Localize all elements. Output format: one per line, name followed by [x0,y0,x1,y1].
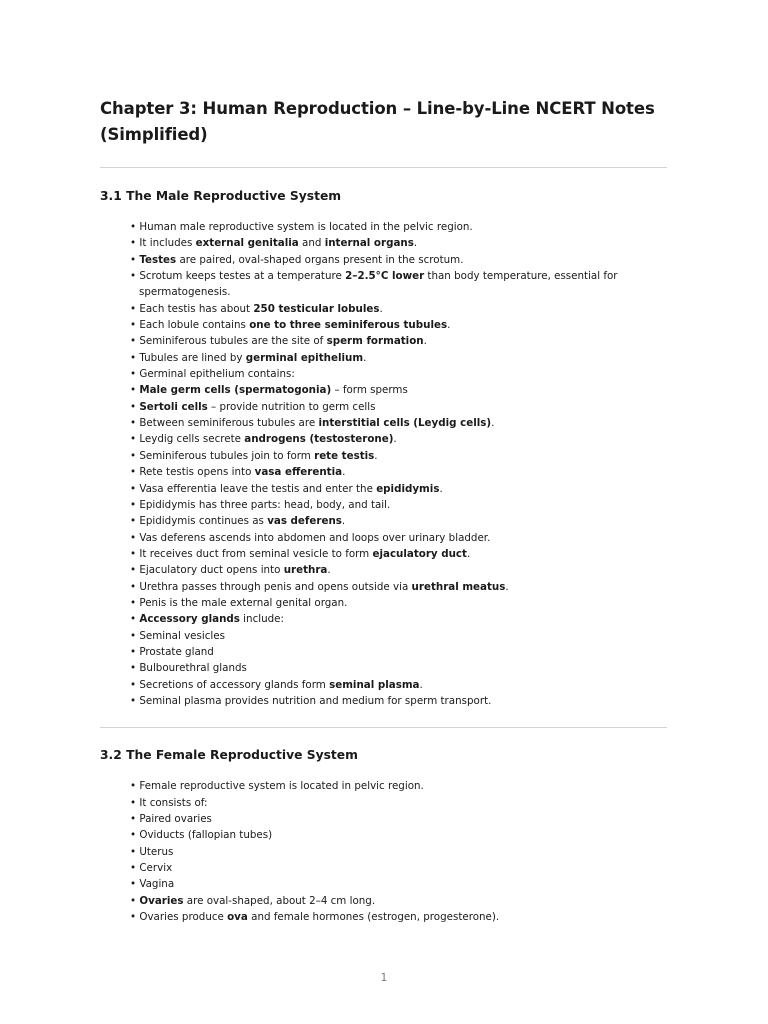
bullet-marker: • [130,678,140,691]
bullet-marker: • [130,829,140,842]
bullet-marker: • [130,878,140,891]
text-run: Germinal epithelium contains: [139,368,295,381]
bullet-marker: • [130,466,140,479]
text-run: . [423,335,427,348]
bullet-marker: • [130,547,140,560]
bullet-marker: • [130,335,140,348]
text-run: Epididymis has three parts: head, body, and tail. [139,498,391,511]
list-item [130,795,667,811]
text-run: . [447,319,451,332]
bullet-marker: • [130,515,140,528]
bullet-marker: • [130,237,140,250]
bullet-marker: • [130,780,140,793]
bold-text: Male germ cells (spermatogonia) [139,384,332,397]
bullet-marker: • [130,531,140,544]
bullet-marker: • [130,796,140,809]
list-item [130,317,667,333]
bullet-marker: • [130,862,140,875]
text-run: . [393,433,397,446]
section-divider [100,727,667,728]
list-item [130,876,667,892]
text-run: are oval-shaped, about 2–4 cm long. [183,894,376,907]
bullet-marker: • [130,482,140,495]
bold-text: external genitalia [195,237,299,250]
bullet-marker: • [130,662,140,675]
text-run: than body temperature, essential for spermatogenesis. [139,270,618,299]
bold-text: seminal plasma [329,678,420,691]
bullet-marker: • [130,564,140,577]
text-run: Prostate gland [139,645,214,658]
document-page [100,96,667,925]
list-item [130,546,667,562]
page-number: 1 [380,972,388,984]
list-item [130,366,667,382]
text-run: . [439,482,443,495]
text-run: . [419,678,423,691]
text-run: It receives duct from seminal vesicle to form [139,547,373,560]
list-item [130,827,667,843]
text-run: . [363,351,367,364]
list-item [130,415,667,431]
bullet-marker: • [130,613,140,626]
bold-text: Ovaries [139,894,184,907]
list-item [130,778,667,794]
text-run: . [491,417,495,430]
bold-text: vasa efferentia [254,466,343,479]
text-run: and female hormones (estrogen, progesterone). [247,911,500,924]
text-run: . [505,580,509,593]
text-run: Seminal plasma provides nutrition and medium for sperm transport. [139,694,492,707]
bullet-marker: • [130,845,140,858]
bold-text: sperm formation [326,335,424,348]
text-run: . [327,564,331,577]
list-item [130,448,667,464]
bullet-marker: • [130,302,140,315]
bold-text: vas deferens [267,515,342,528]
text-run: Penis is the male external genital organ. [139,596,348,609]
text-run: Urethra passes through penis and opens outside via [139,580,412,593]
bold-text: urethra [283,564,328,577]
list-item [130,268,667,301]
bullet-list-female [100,778,667,925]
bullet-marker: • [130,221,140,233]
list-item [130,399,667,415]
text-run: . [466,547,471,560]
bullet-list-male [100,219,667,709]
list-item [130,644,667,660]
bullet-marker: • [130,351,140,364]
bullet-marker: • [130,645,140,658]
bullet-marker: • [130,433,140,446]
bullet-marker: • [130,629,140,642]
text-run: Between seminiferous tubules are [139,417,319,430]
bold-text: interstitial cells (Leydig cells) [318,417,492,430]
list-item [130,530,667,546]
bullet-marker: • [130,384,140,397]
text-run: Seminiferous tubules join to form [139,449,315,462]
text-run: . [379,302,383,315]
list-item [130,497,667,513]
text-run: Rete testis opens into [139,466,255,479]
page-title: Chapter 3: Human Reproduction – Line-by-Line NCERT Notes (Simplified) [100,99,655,144]
text-run: Leydig cells secrete [139,433,245,446]
list-item [130,513,667,529]
list-item [130,464,667,480]
text-run: Each lobule contains [139,319,250,332]
list-item [130,693,667,709]
bullet-marker: • [130,449,140,462]
bold-text: 250 testicular lobules [253,302,380,315]
bullet-marker: • [130,270,140,283]
text-run: and [298,237,325,250]
text-run: Human male reproductive system is located in the pelvic region. [139,221,473,233]
bold-text: Accessory glands [139,613,240,626]
bold-text: Sertoli cells [139,400,208,413]
text-run: Tubules are lined by [139,351,246,364]
bold-text: ova [227,911,248,924]
list-item [130,382,667,398]
bullet-marker: • [130,368,140,381]
list-item [130,660,667,676]
bullet-marker: • [130,417,140,430]
text-run: Vagina [139,878,175,891]
bold-text: 2–2.5°C lower [345,270,425,283]
bold-text: germinal epithelium [245,351,364,364]
list-item [130,252,667,268]
bullet-marker: • [130,813,140,825]
list-item [130,811,667,827]
bullet-marker: • [130,253,140,266]
list-item [130,235,667,251]
text-run: Ovaries produce [139,911,228,924]
text-run: . [374,449,378,462]
bold-text: internal organs [324,237,414,250]
bold-text: epididymis [376,482,440,495]
bullet-marker: • [130,596,140,609]
text-run: include: [239,613,284,626]
bullet-marker: • [130,580,140,593]
text-run: . [342,466,346,479]
bold-text: Testes [139,253,177,266]
text-run: – form sperms [331,384,408,397]
list-item [130,595,667,611]
list-item [130,628,667,644]
list-item [130,431,667,447]
bullet-marker: • [130,319,140,332]
text-run: Bulbourethral glands [139,662,247,675]
bold-text: ejaculatory duct [372,547,467,560]
section-heading-female: 3.2 The Female Reproductive System [100,748,358,763]
bullet-marker: • [130,911,140,924]
bold-text: rete testis [314,449,375,462]
text-run: Ejaculatory duct opens into [139,564,284,577]
list-item [130,333,667,349]
text-run: It consists of: [139,796,208,809]
bullet-marker: • [130,498,140,511]
text-run: Female reproductive system is located in pelvic region. [139,780,424,793]
text-run: . [413,237,418,250]
list-item [130,579,667,595]
text-run: Secretions of accessory glands form [139,678,330,691]
bullet-marker: • [130,400,140,413]
text-run: . [341,515,346,528]
text-run: – provide nutrition to germ cells [207,400,376,413]
text-run: Vasa efferentia leave the testis and enter the [139,482,377,495]
section-heading-male: 3.1 The Male Reproductive System [100,189,342,203]
list-item [130,611,667,627]
bold-text: androgens (testosterone) [244,433,394,446]
text-run: Cervix [139,862,173,875]
text-run: Seminal vesicles [139,629,225,642]
bullet-marker: • [130,694,140,707]
text-run: Paired ovaries [139,813,212,825]
list-item [130,219,667,235]
list-item [130,909,667,925]
text-run: Each testis has about [139,302,254,315]
text-run: Epididymis continues as [139,515,268,528]
text-run: Uterus [139,845,174,858]
text-run: are paired, oval-shaped organs present in the scrotum. [176,253,464,266]
list-item [130,562,667,578]
bold-text: one to three seminiferous tubules [249,319,448,332]
bullet-marker: • [130,894,140,907]
text-run: Oviducts (fallopian tubes) [139,829,273,842]
list-item [130,893,667,909]
text-run: It includes [139,237,196,250]
list-item [130,677,667,693]
list-item [130,350,667,366]
list-item [130,301,667,317]
text-run: Vas deferens ascends into abdomen and loops over urinary bladder. [139,531,491,544]
text-run: Scrotum keeps testes at a temperature [139,270,346,283]
section-divider [100,167,667,168]
bold-text: urethral meatus [411,580,506,593]
list-item [130,481,667,497]
text-run: Seminiferous tubules are the site of [139,335,327,348]
list-item [130,844,667,860]
list-item [130,860,667,876]
